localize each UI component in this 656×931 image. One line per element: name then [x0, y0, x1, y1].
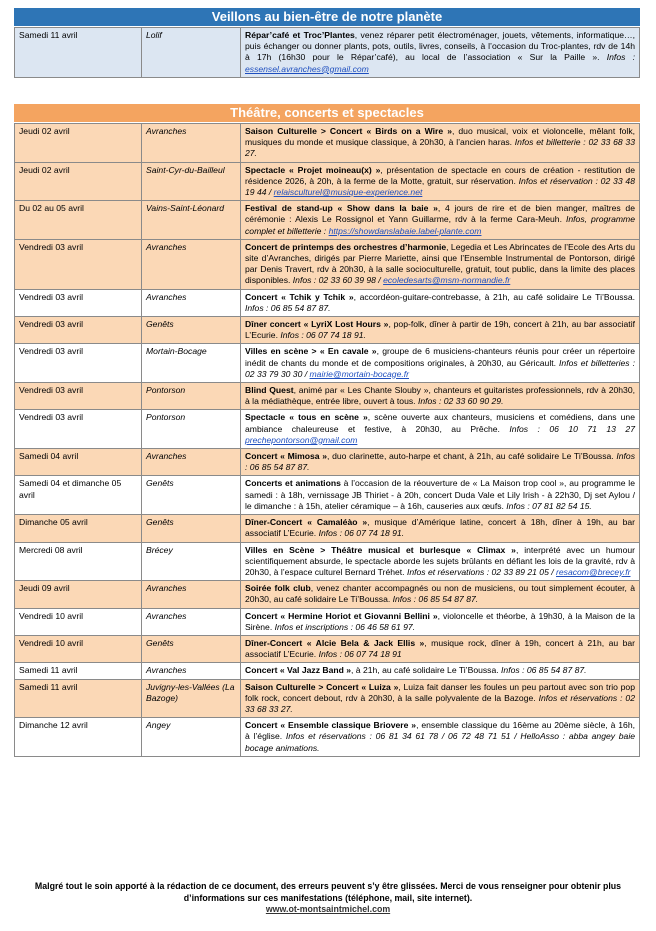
- event-title: Concert « Val Jazz Band »: [245, 665, 352, 676]
- event-title: Villes en Scène > Théâtre musical et burlesque « Climax »: [245, 544, 516, 555]
- event-date: Jeudi 02 avril: [15, 162, 142, 201]
- event-row: [15, 239, 640, 289]
- event-text: Infos et réservations : 02 33 68 33 27.: [245, 692, 635, 714]
- event-place: Lolif: [142, 28, 241, 78]
- event-contact-link[interactable]: prechepontorson@gmail.com: [245, 434, 358, 445]
- event-place: Genêts: [142, 635, 241, 662]
- event-row: [15, 635, 640, 662]
- event-text: Infos : 02 33 60 90 29.: [417, 396, 504, 407]
- event-title: Saison Culturelle > Concert « Luiza »: [245, 681, 399, 692]
- event-place: Avranches: [142, 449, 241, 476]
- event-description: [241, 718, 640, 757]
- event-title: Concert « Hermine Horiot et Giovanni Bellini »: [245, 610, 438, 621]
- event-description: [241, 608, 640, 635]
- event-description: [241, 28, 640, 78]
- event-description: [241, 289, 640, 316]
- event-row: [15, 383, 640, 410]
- event-place: Avranches: [142, 663, 241, 679]
- event-date: Samedi 04 et dimanche 05 avril: [15, 476, 142, 515]
- event-date: Dimanche 05 avril: [15, 515, 142, 542]
- event-text: Infos : 06 85 54 87 87.: [501, 665, 587, 676]
- footer-disclaimer: Malgré tout le soin apporté à la rédaction de ce document, des erreurs peuvent s’y être glissées. Merci de vous renseigner pour obtenir plus d’informations sur ces manifestations (téléphone, mail, site internet).: [34, 881, 622, 903]
- event-text: , violoncelle et théorbe, à 19h30, à la Maison de la Sirène.: [245, 610, 635, 632]
- event-description: [241, 476, 640, 515]
- event-text: , interprété avec un humour scientifiquement absurde, le spectacle aborde les sujets brûlants en défiant les lois de la gravité, rdv à 20h30, à l’espace culturel Bernard Tréhet.: [245, 544, 636, 577]
- event-text: , Luiza fait danser les foules un peu partout avec son trio pop folk rock, concert debout, rdv à 20h30, à la salle polyvalente de la Bazoge.: [245, 681, 635, 703]
- event-row: [15, 201, 640, 240]
- event-contact-link[interactable]: resacom@brecey.fr: [556, 566, 631, 577]
- event-date: Vendredi 10 avril: [15, 635, 142, 662]
- event-place: Juvigny-les-Vallées (La Bazoge): [142, 679, 241, 718]
- event-text: Infos : 06 85 54 87 87.: [245, 451, 635, 473]
- event-date: Vendredi 03 avril: [15, 317, 142, 344]
- event-text: Infos et réservation : 02 33 48 19 44 /: [245, 175, 635, 198]
- event-place: Pontorson: [142, 410, 241, 449]
- event-place: Avranches: [142, 581, 241, 608]
- event-row: [15, 344, 640, 383]
- event-place: Avranches: [142, 608, 241, 635]
- event-date: Vendredi 03 avril: [15, 383, 142, 410]
- event-title: Spectacle « Projet moineau(x) »: [245, 164, 381, 175]
- event-date: Vendredi 03 avril: [15, 239, 142, 289]
- event-text: , duo musical, voix et violoncelle, mêlant folk, musiques du monde et musique classique, à 20h30, à l’ancien haras.: [245, 126, 635, 148]
- event-text: , accordéon-guitare-contrebasse, à 21h, au café solidaire Le Ti’Boussa.: [353, 291, 635, 302]
- event-title: Villes en scène > « En cavale »: [245, 346, 377, 357]
- event-text: , présentation de spectacle en cours de création - restitution de résidence 2026, à 20h, à la ferme de la Motte, gratuit, sur réservation.: [245, 164, 635, 186]
- event-row: [15, 289, 640, 316]
- event-text: , groupe de 6 musiciens-chanteurs réunis pour créer un répertoire inédit de chants du monde et de compositions originales, à 20h30, au Géricault.: [245, 346, 635, 368]
- event-date: Samedi 11 avril: [15, 28, 142, 78]
- event-title: Concert « Tchik y Tchik »: [245, 291, 354, 302]
- event-contact-link[interactable]: mairie@mortain-bocage.fr: [309, 368, 409, 379]
- event-description: [241, 124, 640, 163]
- event-description: [241, 581, 640, 608]
- event-text: à l’occasion de la réouverture de « La Maison trop cool », au programme le samedi : à 18h, vernissage JB Thiriet - à 20h, concert Duda Vale et Lily Irish - à 22h30, Dj set Aylou / le dimanche : à 15h, atelier céramique – à 16h, causeries aux œufs.: [245, 478, 635, 511]
- footer-website-link[interactable]: www.ot-montsaintmichel.com: [265, 904, 391, 914]
- event-description: [241, 679, 640, 718]
- event-text: Infos : 07 81 82 54 15.: [506, 500, 592, 511]
- event-date: Vendredi 10 avril: [15, 608, 142, 635]
- event-title: Concert « Mimosa »: [245, 451, 328, 462]
- event-text: Infos : 06 07 74 18 91.: [280, 330, 366, 341]
- event-title: Blind Quest: [245, 385, 294, 396]
- footer: [20, 881, 636, 916]
- event-row: [15, 581, 640, 608]
- event-row: [15, 542, 640, 581]
- event-text: Infos et réservations : 02 33 89 21 05 /: [406, 566, 557, 577]
- event-date: Jeudi 09 avril: [15, 581, 142, 608]
- event-row: [15, 449, 640, 476]
- event-date: Samedi 11 avril: [15, 679, 142, 718]
- event-contact-link[interactable]: ecoledesarts@msm-normandie.fr: [383, 275, 511, 286]
- event-row: [15, 317, 640, 344]
- event-text: , pop-folk, dîner à partir de 19h, concert à 21h, au bar associatif L’Ecurie.: [245, 319, 635, 341]
- event-description: [241, 383, 640, 410]
- event-description: [241, 410, 640, 449]
- event-text: Infos : 06 10 71 13 27: [509, 423, 635, 434]
- event-text: Infos et réservations : 06 81 34 61 78 / 06 72 48 71 51 / HelloAsso : abba angey baie bocage animations.: [245, 731, 636, 753]
- event-text: Infos : 02 33 60 39 98 /: [292, 275, 384, 286]
- event-description: [241, 317, 640, 344]
- event-contact-link[interactable]: essensel.avranches@gmail.com: [245, 63, 369, 74]
- event-text: Infos et billetterie : 02 33 68 33 27.: [245, 137, 635, 159]
- event-place: Brécey: [142, 542, 241, 581]
- event-text: Infos : 06 85 54 87 87.: [245, 302, 331, 313]
- event-text: Infos : 06 07 74 18 91: [318, 649, 402, 660]
- event-row: [15, 515, 640, 542]
- event-title: Concert de printemps des orchestres d’harmonie: [245, 241, 447, 252]
- event-text: , venez réparer petit électroménager, jouets, vêtements, informatique…, puis échanger ou donner plants, pots, outils, livres, conseils, à l’occasion du Troc-plantes, rdv de 14h à 17h (16h30 pour le Répar’café), au local de l’association « Sur la Paille ».: [245, 30, 635, 63]
- event-text: Infos, programme complet et billetterie :: [245, 214, 635, 236]
- event-row: [15, 476, 640, 515]
- event-text: Infos : 06 07 74 18 91.: [318, 528, 405, 539]
- event-text: , venez chanter accompagnés ou non de musiciens, ou tout simplement écouter, à 20h30, au café solidaire Le Ti’Boussa.: [245, 583, 635, 605]
- event-place: Saint-Cyr-du-Bailleul: [142, 162, 241, 201]
- event-title: Concerts et animations: [245, 478, 341, 489]
- event-description: [241, 515, 640, 542]
- event-text: , musique d’Amérique latine, concert à 18h, dîner à 19h, au bar associatif L’Ecurie.: [245, 517, 635, 539]
- event-description: [241, 344, 640, 383]
- event-text: , 4 jours de rire et de bien manger, maîtres de cérémonie : Alexis Le Rossignol et Yann Guillarme, rdv à la ferme Cara-Meuh.: [245, 203, 635, 225]
- event-date: Samedi 04 avril: [15, 449, 142, 476]
- event-description: [241, 663, 640, 679]
- event-text: Infos et inscriptions : 06 46 58 61 97.: [274, 621, 416, 632]
- event-title: Spectacle « tous en scène »: [245, 412, 368, 423]
- event-title: Festival de stand-up « Show dans la baie »: [245, 203, 438, 214]
- event-place: Avranches: [142, 124, 241, 163]
- event-description: [241, 162, 640, 201]
- event-date: Jeudi 02 avril: [15, 124, 142, 163]
- event-row: [15, 718, 640, 757]
- event-title: Dîner concert « LyriX Lost Hours »: [245, 319, 389, 330]
- planet-events-table: [14, 27, 640, 78]
- event-place: Angey: [142, 718, 241, 757]
- event-text: , musique rock, dîner à 19h, concert à 21h, au bar associatif L’Ecurie.: [245, 637, 635, 660]
- event-row: [15, 162, 640, 201]
- event-place: Genêts: [142, 515, 241, 542]
- event-description: [241, 635, 640, 662]
- event-text: , scène ouverte aux chanteurs, musiciens et comédiens, dans une ambiance chaleureuse et festive, à 20h30, au Prêche.: [245, 412, 635, 434]
- event-text: , Legedia et Les Abrincates de l’Ecole des Arts du site d’Avranches, dirigés par Pierre Mariette, ainsi que l’Ensemble Instrumental de Pontorson, dirigé par Denis Travert, rdv à 20h30, à la salle socioculturelle, gratuit, tout public, dans la limite des places disponibles.: [245, 241, 635, 286]
- event-text: , à 21h, au café solidaire Le Ti’Boussa.: [351, 665, 502, 676]
- event-text: , animé par « Les Chante Slouby », chanteurs et guitaristes professionnels, rdv à 20h30, à la médiathèque, entrée libre, ouvert à tous.: [245, 385, 635, 407]
- event-date: Vendredi 03 avril: [15, 289, 142, 316]
- event-date: Mercredi 08 avril: [15, 542, 142, 581]
- theatre-events-table: [14, 123, 640, 757]
- event-place: Genêts: [142, 317, 241, 344]
- event-row: [15, 679, 640, 718]
- event-date: Vendredi 03 avril: [15, 344, 142, 383]
- event-description: [241, 449, 640, 476]
- section-header-theatre: Théâtre, concerts et spectacles: [14, 104, 640, 122]
- event-place: Pontorson: [142, 383, 241, 410]
- section-header-planet: Veillons au bien-être de notre planète: [14, 8, 640, 26]
- event-place: Vains-Saint-Léonard: [142, 201, 241, 240]
- event-title: Soirée folk club: [245, 583, 311, 594]
- event-date: Vendredi 03 avril: [15, 410, 142, 449]
- event-place: Mortain-Bocage: [142, 344, 241, 383]
- event-date: Du 02 au 05 avril: [15, 201, 142, 240]
- event-description: [241, 542, 640, 581]
- event-text: Infos et billetteries : 02 33 79 30 30 /: [245, 357, 635, 379]
- event-description: [241, 239, 640, 289]
- event-place: Avranches: [142, 239, 241, 289]
- event-row: [15, 124, 640, 163]
- event-text: Infos : 06 85 54 87 87.: [392, 594, 479, 605]
- event-text: , ensemble classique du 16ème au 20ème siècle, à 16h, à l’église.: [245, 720, 636, 742]
- event-title: Saison Culturelle > Concert « Birds on a Wire »: [245, 126, 452, 136]
- event-place: Avranches: [142, 289, 241, 316]
- event-title: Dîner-Concert « Alcie Bela & Jack Ellis »: [245, 637, 425, 648]
- event-text: , duo clarinette, auto-harpe et chant, à 21h, au café solidaire Le Ti’Boussa.: [327, 451, 617, 462]
- event-contact-link[interactable]: https://showdanslabaie.label-plante.com: [328, 225, 482, 236]
- event-text: Infos :: [606, 52, 635, 63]
- event-description: [241, 201, 640, 240]
- event-place: Genêts: [142, 476, 241, 515]
- event-date: Samedi 11 avril: [15, 663, 142, 679]
- event-title: Concert « Ensemble classique Briovere »: [245, 720, 417, 731]
- event-title: Dîner-Concert « Camaléào »: [245, 517, 368, 528]
- event-contact-link[interactable]: relaisculturel@musique-experience.net: [273, 187, 423, 198]
- event-title: Répar’café et Troc’Plantes: [245, 30, 355, 40]
- event-row: [15, 410, 640, 449]
- event-row: [15, 608, 640, 635]
- event-row: [15, 28, 640, 78]
- event-date: Dimanche 12 avril: [15, 718, 142, 757]
- event-row: [15, 663, 640, 679]
